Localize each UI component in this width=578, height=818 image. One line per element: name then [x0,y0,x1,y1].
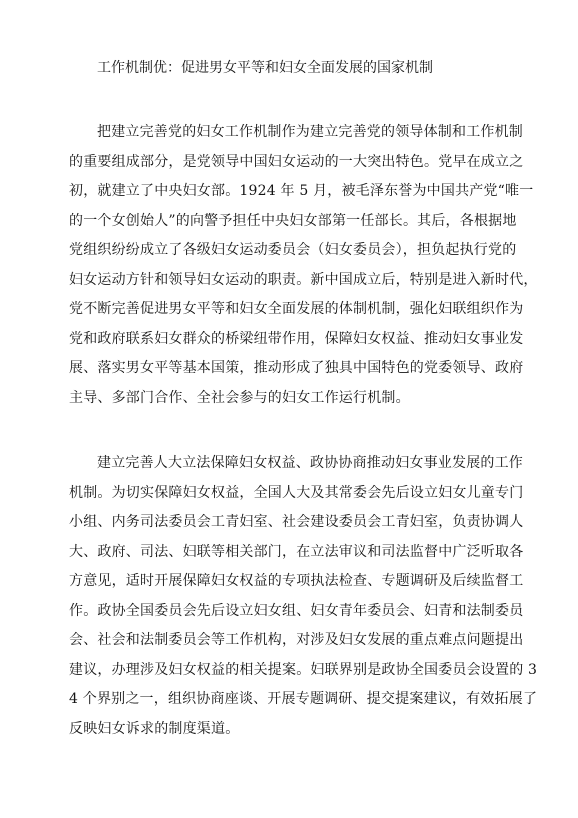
paragraph-line: 党和政府联系妇女群众的桥梁纽带作用，保障妇女权益、推动妇女事业发 [69,330,524,347]
paragraph-line: 4 个界别之一，组织协商座谈、开展专题调研、提交提案建议，有效拓展了 [69,691,538,707]
paragraph-line: 的一个女创始人”的向警予担任中央妇女部第一任部长。其后，各根据地 [69,212,517,229]
paragraph-line: 主导、多部门合作、全社会参与的妇女工作运行机制。 [69,389,410,406]
paragraph-line: 展、落实男女平等基本国策，推动形成了独具中国特色的党委领导、政府 [69,360,524,376]
paragraph-line: 党不断完善促进男女平等和妇女全面发展的体制机制，强化妇联组织作为 [69,301,524,317]
paragraph-line: 反映妇女诉求的制度渠道。 [69,720,240,737]
paragraph-line: 建立完善人大立法保障妇女权益、政协协商推动妇女事业发展的工作 [97,455,523,471]
paragraph-npc-cppcc-mechanism [69,449,538,744]
document-title: 工作机制优：促进男女平等和妇女全面发展的国家机制 [97,60,433,76]
paragraph-line: 作。政协全国委员会先后设立妇女组、妇女青年委员会、妇青和法制委员 [69,602,524,619]
paragraph-line: 方意见，适时开展保障妇女权益的专项执法检查、专题调研及后续监督工 [69,573,524,589]
paragraph-party-mechanism [69,118,538,413]
paragraph-line: 初，就建立了中央妇女部。1924 年 5 月，被毛泽东誉为中国共产党“唯一 [69,183,534,199]
paragraph-line: 大、政府、司法、妇联等相关部门，在立法审议和司法监督中广泛听取各 [69,543,524,560]
paragraph-line: 把建立完善党的妇女工作机制作为建立完善党的领导体制和工作机制 [97,124,523,140]
paragraph-line: 小组、内务司法委员会工青妇室、社会建设委员会工青妇室，负责协调人 [69,514,524,530]
paragraph-line: 党组织纷纷成立了各级妇女运动委员会（妇女委员会），担负起执行党的 [69,242,517,258]
paragraph-line: 机制。为切实保障妇女权益，全国人大及其常委会先后设立妇女儿童专门 [69,484,524,501]
paragraph-line: 会、社会和法制委员会等工作机构，对涉及妇女发展的重点难点问题提出 [69,632,524,648]
paragraph-line: 建议，办理涉及妇女权益的相关提案。妇联界别是政协全国委员会设置的 3 [69,661,538,678]
paragraph-line: 妇女运动方针和领导妇女运动的职责。新中国成立后，特别是进入新时代， [69,271,538,288]
paragraph-line: 的重要组成部分，是党领导中国妇女运动的一大突出特色。党早在成立之 [69,153,524,170]
